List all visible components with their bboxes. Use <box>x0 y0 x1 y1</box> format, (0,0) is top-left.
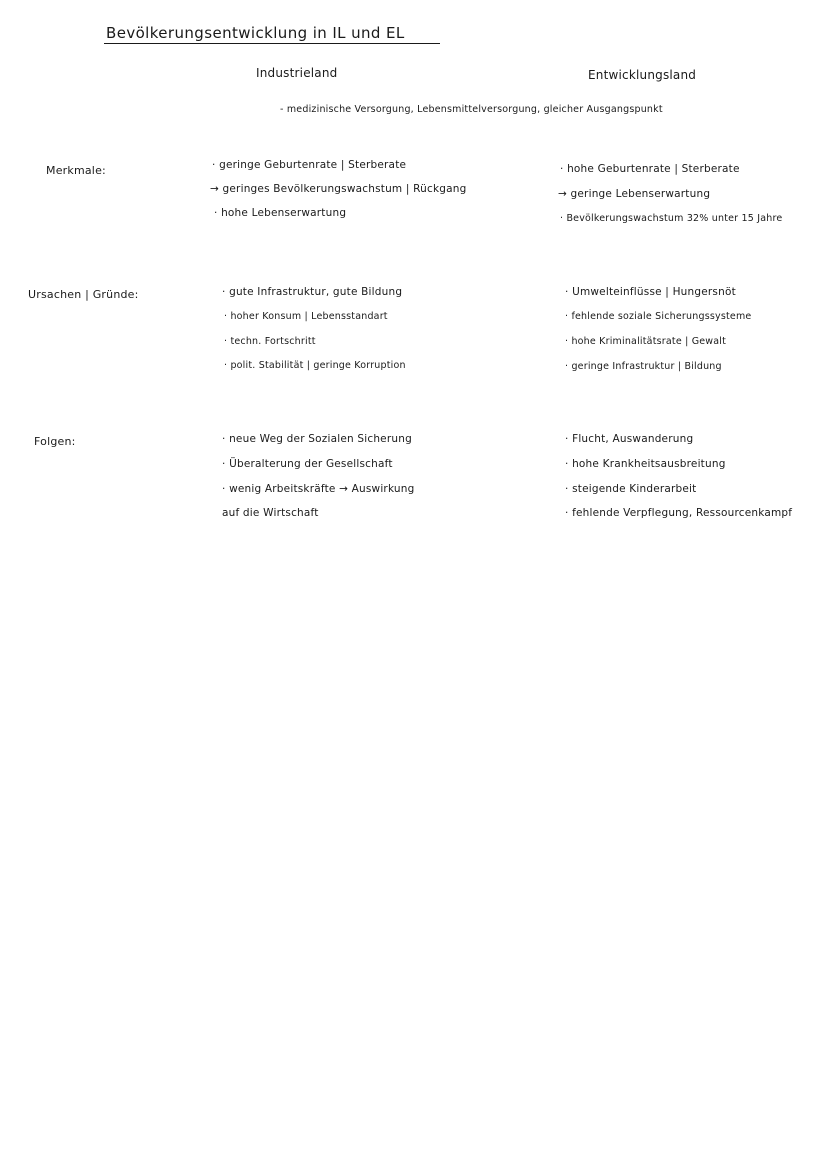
il-ursache-item: · techn. Fortschritt <box>224 336 316 347</box>
el-folge-item: · hohe Krankheitsausbreitung <box>565 458 726 470</box>
el-folge-item: · steigende Kinderarbeit <box>565 483 697 495</box>
el-folge-item: · fehlende Verpflegung, Ressourcenkampf <box>565 507 793 519</box>
il-folge-item: · neue Weg der Sozialen Sicherung <box>222 433 412 445</box>
el-ursache-item: · geringe Infrastruktur | Bildung <box>565 361 722 372</box>
il-ursache-item: · polit. Stabilität | geringe Korruption <box>224 360 406 371</box>
row-label-merkmale: Merkmale: <box>46 164 106 177</box>
il-folge-item: auf die Wirtschaft <box>222 507 319 519</box>
el-merkmal-item: · Bevölkerungswachstum 32% unter 15 Jahre <box>560 213 783 224</box>
il-merkmal-item: · hohe Lebenserwartung <box>214 207 347 219</box>
il-folge-item: · Überalterung der Gesellschaft <box>222 458 393 470</box>
page-title: Bevölkerungsentwicklung in IL und EL <box>106 24 405 42</box>
el-ursache-item: · fehlende soziale Sicherungssysteme <box>565 311 752 322</box>
il-merkmal-item: → geringes Bevölkerungswachstum | Rückgang <box>210 183 467 195</box>
el-ursache-item: · Umwelteinflüsse | Hungersnöt <box>565 286 736 298</box>
el-merkmal-item: · hohe Geburtenrate | Sterberate <box>560 163 740 175</box>
il-merkmal-item: · geringe Geburtenrate | Sterberate <box>212 159 407 171</box>
row-label-folgen: Folgen: <box>34 435 76 448</box>
el-folge-item: · Flucht, Auswanderung <box>565 433 694 445</box>
row-label-ursachen: Ursachen | Gründe: <box>28 288 139 301</box>
column-header-industrieland: Industrieland <box>256 66 338 80</box>
column-header-entwicklungsland: Entwicklungsland <box>588 68 697 82</box>
il-ursache-item: · gute Infrastruktur, gute Bildung <box>222 286 403 298</box>
il-folge-item: · wenig Arbeitskräfte → Auswirkung <box>222 483 415 495</box>
common-note: - medizinische Versorgung, Lebensmittelversorgung, gleicher Ausgangspunkt <box>280 104 663 115</box>
el-ursache-item: · hohe Kriminalitätsrate | Gewalt <box>565 336 727 347</box>
title-underline <box>104 43 440 44</box>
il-ursache-item: · hoher Konsum | Lebensstandart <box>224 311 388 322</box>
el-merkmal-item: → geringe Lebenserwartung <box>558 188 711 200</box>
